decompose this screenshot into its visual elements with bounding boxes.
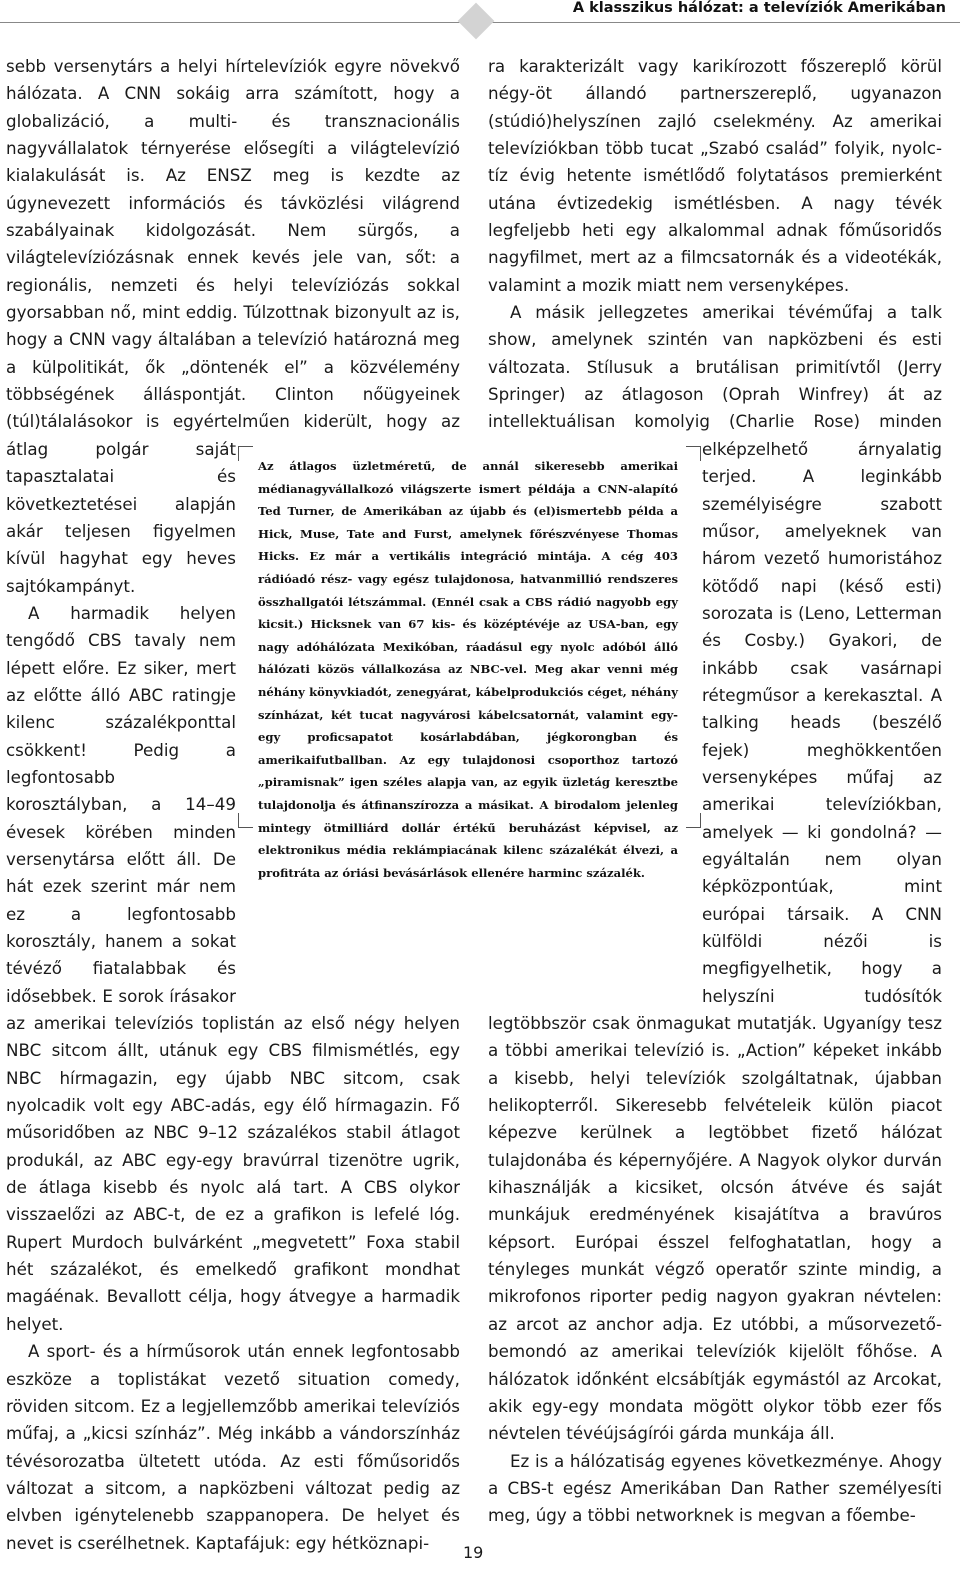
sidebar-corner-bottom-left	[238, 813, 253, 828]
page-number: 19	[463, 1543, 484, 1562]
right-paragraph-2: A másik jellegzetes amerikai tévéműfaj a talk show, amelynek szintén van napközbeni és esti változata. Stílusuk a brutálisan primitívtől (Jerry Springer) az átlagoson (Oprah Winfrey) át az intellektuálisan komolyig (Charlie Rose) minden elképzelhető árnyalatig terjed. A leginkább személyiségre szabott műsor, amelyeknek van három vezető humoristához kötődő napi (késő esti) sorozata is (Leno, Letterman és Cosby.) Gyakori, de inkább csak vasárnapi rétegműsor a kerekasztal. A talking heads (beszélő fejek) meghökkentően versenyképes műfaj az amerikai televíziókban, amelyek — ki gondolná? — egyáltalán nem olyan képközpontúak, mint európai társaik. A CNN külföldi nézői is megfigyelhetik, hogy a helyszíni tudósítók legtöbbször csak önmagukat mutatják. Ugyanígy tesz a többi amerikai televízió is. „Action” képeket inkább a kisebb, helyi televíziók szolgáltatnak, újabban helikopterről. Sikeresebb felvételeik külön piacot képezve kerülnek a legtöbbet fizető hálózat tulajdonába és képernyőjére. A Nagyok olykor durván kihasználják a kicsiket, olcsón átvéve és saját munkájuk eredményének kisajátítva a bravúros képsort. Európai ésszel felfoghatatlan, hogy a tényleges munkát végző operatőr szinte mindig, a mikrofonos riporter pedig nagyon gyakran névtelen: az arcot az anchor adja. Ez utóbbi, a műsorvezető-bemondó az amerikai televíziók kijelölt főhőse. A hálózatok időnként elcsábítják egymástól az Arcokat, akik egy-egy mondata mögött olykor több ezer fős névtelen tévéújságírói gárda munkája áll.	[488, 302, 942, 1444]
sidebar-corner-top-right	[686, 446, 701, 461]
left-paragraph-3: A sport- és a hírműsorok után ennek legfontosabb eszköze a toplistákat vezető situation comedy, röviden sitcom. Ez a legjellemzőbb amerikai televíziós műfaj, a „kicsi színház”. Még inkább a vándorszínház tévésorozatba ültetett utóda. Az esti főműsoridős változat a sitcom, a napközbeni változat pedig az elvben igénytelenebb szappanopera. De helyet és nevet is cserélhetnek. Kaptafájuk: egy hétköznapi-	[6, 1341, 460, 1553]
sidebar-text: Az átlagos üzletméretű, de annál sikeresebb amerikai médianagyvállalkozó világszerte ismert példája a CNN-alapító Ted Turner, de Amerikában az újabb és (el)ismertebb példa a Hick, Muse, Tate and Furst, amelynek főrészvényese Thomas Hicks. Ez már a vertikális integráció mintája. A cég 403 rádióadó rész- vagy egész tulajdonosa, hatvanmillió rendszeres összhallgatói létszámmal. (Ennél csak a CBS rádió nagyobb egy kicsit.) Hicksnek van 67 kis- és középtévéje az USA-ban, egy nagy adóhálózata Mexikóban, ráadásul egy nyolc adóból álló hálózati közös vállalkozása az NBC-vel. Meg akar venni még néhány könyvkiadót, zenegyárat, kábelprodukciós céget, néhány színházat, két tucat nagyvárosi kábelcsatornát, valamint egy-egy proficsapatot kosárlabdában, jégkorongban és amerikaifutballban. Az egy tulajdonosi csoporthoz tartozó „piramisnak” igen széles alapja van, az egyik üzletág keresztbe tulajdonolja és átfinanszírozza a másikat. A birodalom jelenleg mintegy ötmilliárd dollár értékű beruházást képvisel, az elektronikus média reklámpiacának kilenc százalékát élvezi, a profitráta az óriási bevásárlások ellenére harminc százalék.	[258, 459, 678, 880]
sidebar-corner-top-left	[238, 446, 253, 461]
left-paragraph-2: A harmadik helyen tengődő CBS tavaly nem lépett előre. Ez siker, mert az előtte álló ABC ratingje kilenc százalékponttal csökkent! Pedig a legfontosabb korosztályban, a 14–49 évesek körében minden versenytársa előtt áll. De hát ezek szerint már nem ez a legfontosabb korosztály, hanem a sokat tévéző fiatalabbak és idősebbek. E sorok írásakor az amerikai televíziós toplistán az első négy helyen NBC sitcom állt, utánuk egy CBS filmismétlés, egy NBC hírmagazin, egy újabb NBC sitcom, csak nyolcadik volt egy ABC-adás, egy élő hírmagazin. Fő műsoridőben az NBC 9–12 százalékos stabil átlagot produkál, az ABC egy-egy bravúrral tizenötre ugrik, de átlaga kisebb és nyolc alá tart. A CBS olykor visszaelőzi az ABC-t, de ez a grafikon is lefelé lóg. Rupert Murdoch bulvárként „megvetett” Foxa stabil hét százalékot, és emelkedő grafikont mondhat magáénak. Bevallott célja, hogy átvegye a harmadik helyet.	[6, 602, 460, 1334]
sidebar-corner-bottom-right	[686, 813, 701, 828]
left-paragraph-1: sebb versenytárs a helyi hírtelevíziók egyre növekvő hálózata. A CNN sokáig arra számított, hogy a globalizáció, a multi- és transznacionális nagyvállalatok térnyerése elősegíti a világtelevízió kialakulását is. Az ENSZ meg is kezdte az úgynevezett információs és távközlési világrend szabályainak kidolgozását. Nem sürgős, a világtelevíziózásnak ennek kevés jele van, sőt: a regionális, nemzeti és helyi televíziózás sokkal gyorsabban nő, mint eddig. Túlzottnak bizonyult az is, hogy a CNN vagy általában a televízió határozná meg a külpolitikát, ők „döntenék el” a közvélemény többségének álláspontját. Clinton nőügyeinek (túl)tálalásokor is egyértelműen kiderült, hogy az átlag polgár saját tapasztalatai és következtetései alapján akár teljesen figyelmen kívül hagyhat egy heves sajtókampányt.	[6, 56, 460, 596]
right-paragraph-3: Ez is a hálózatiság egyenes következménye. Ahogy a CBS-t egész Amerikában Dan Rather személyesíti meg, úgy a többi networknek is megvan a főembe-	[488, 1450, 942, 1526]
header-diamond-ornament	[458, 3, 495, 40]
running-head: A klasszikus hálózat: a televíziók Amerikában	[572, 0, 946, 16]
right-paragraph-1: ra karakterizált vagy karikírozott főszereplő körül négy-öt állandó partnerszereplő, ugyanazon (stúdió)helyszínen zajló cselekmény. Az amerikai televíziókban több tucat „Szabó család” folyik, nyolc-tíz évig hetente ismétlődő folytatásos premierként utána évtizedekig ismétlésben. A nagy tévék legfeljebb heti egy alkalommal adnak főműsoridős nagyfilmet, mert az a filmcsatornák és a videotékák, valamint a mozik miatt nem versenyképes.	[488, 56, 942, 295]
